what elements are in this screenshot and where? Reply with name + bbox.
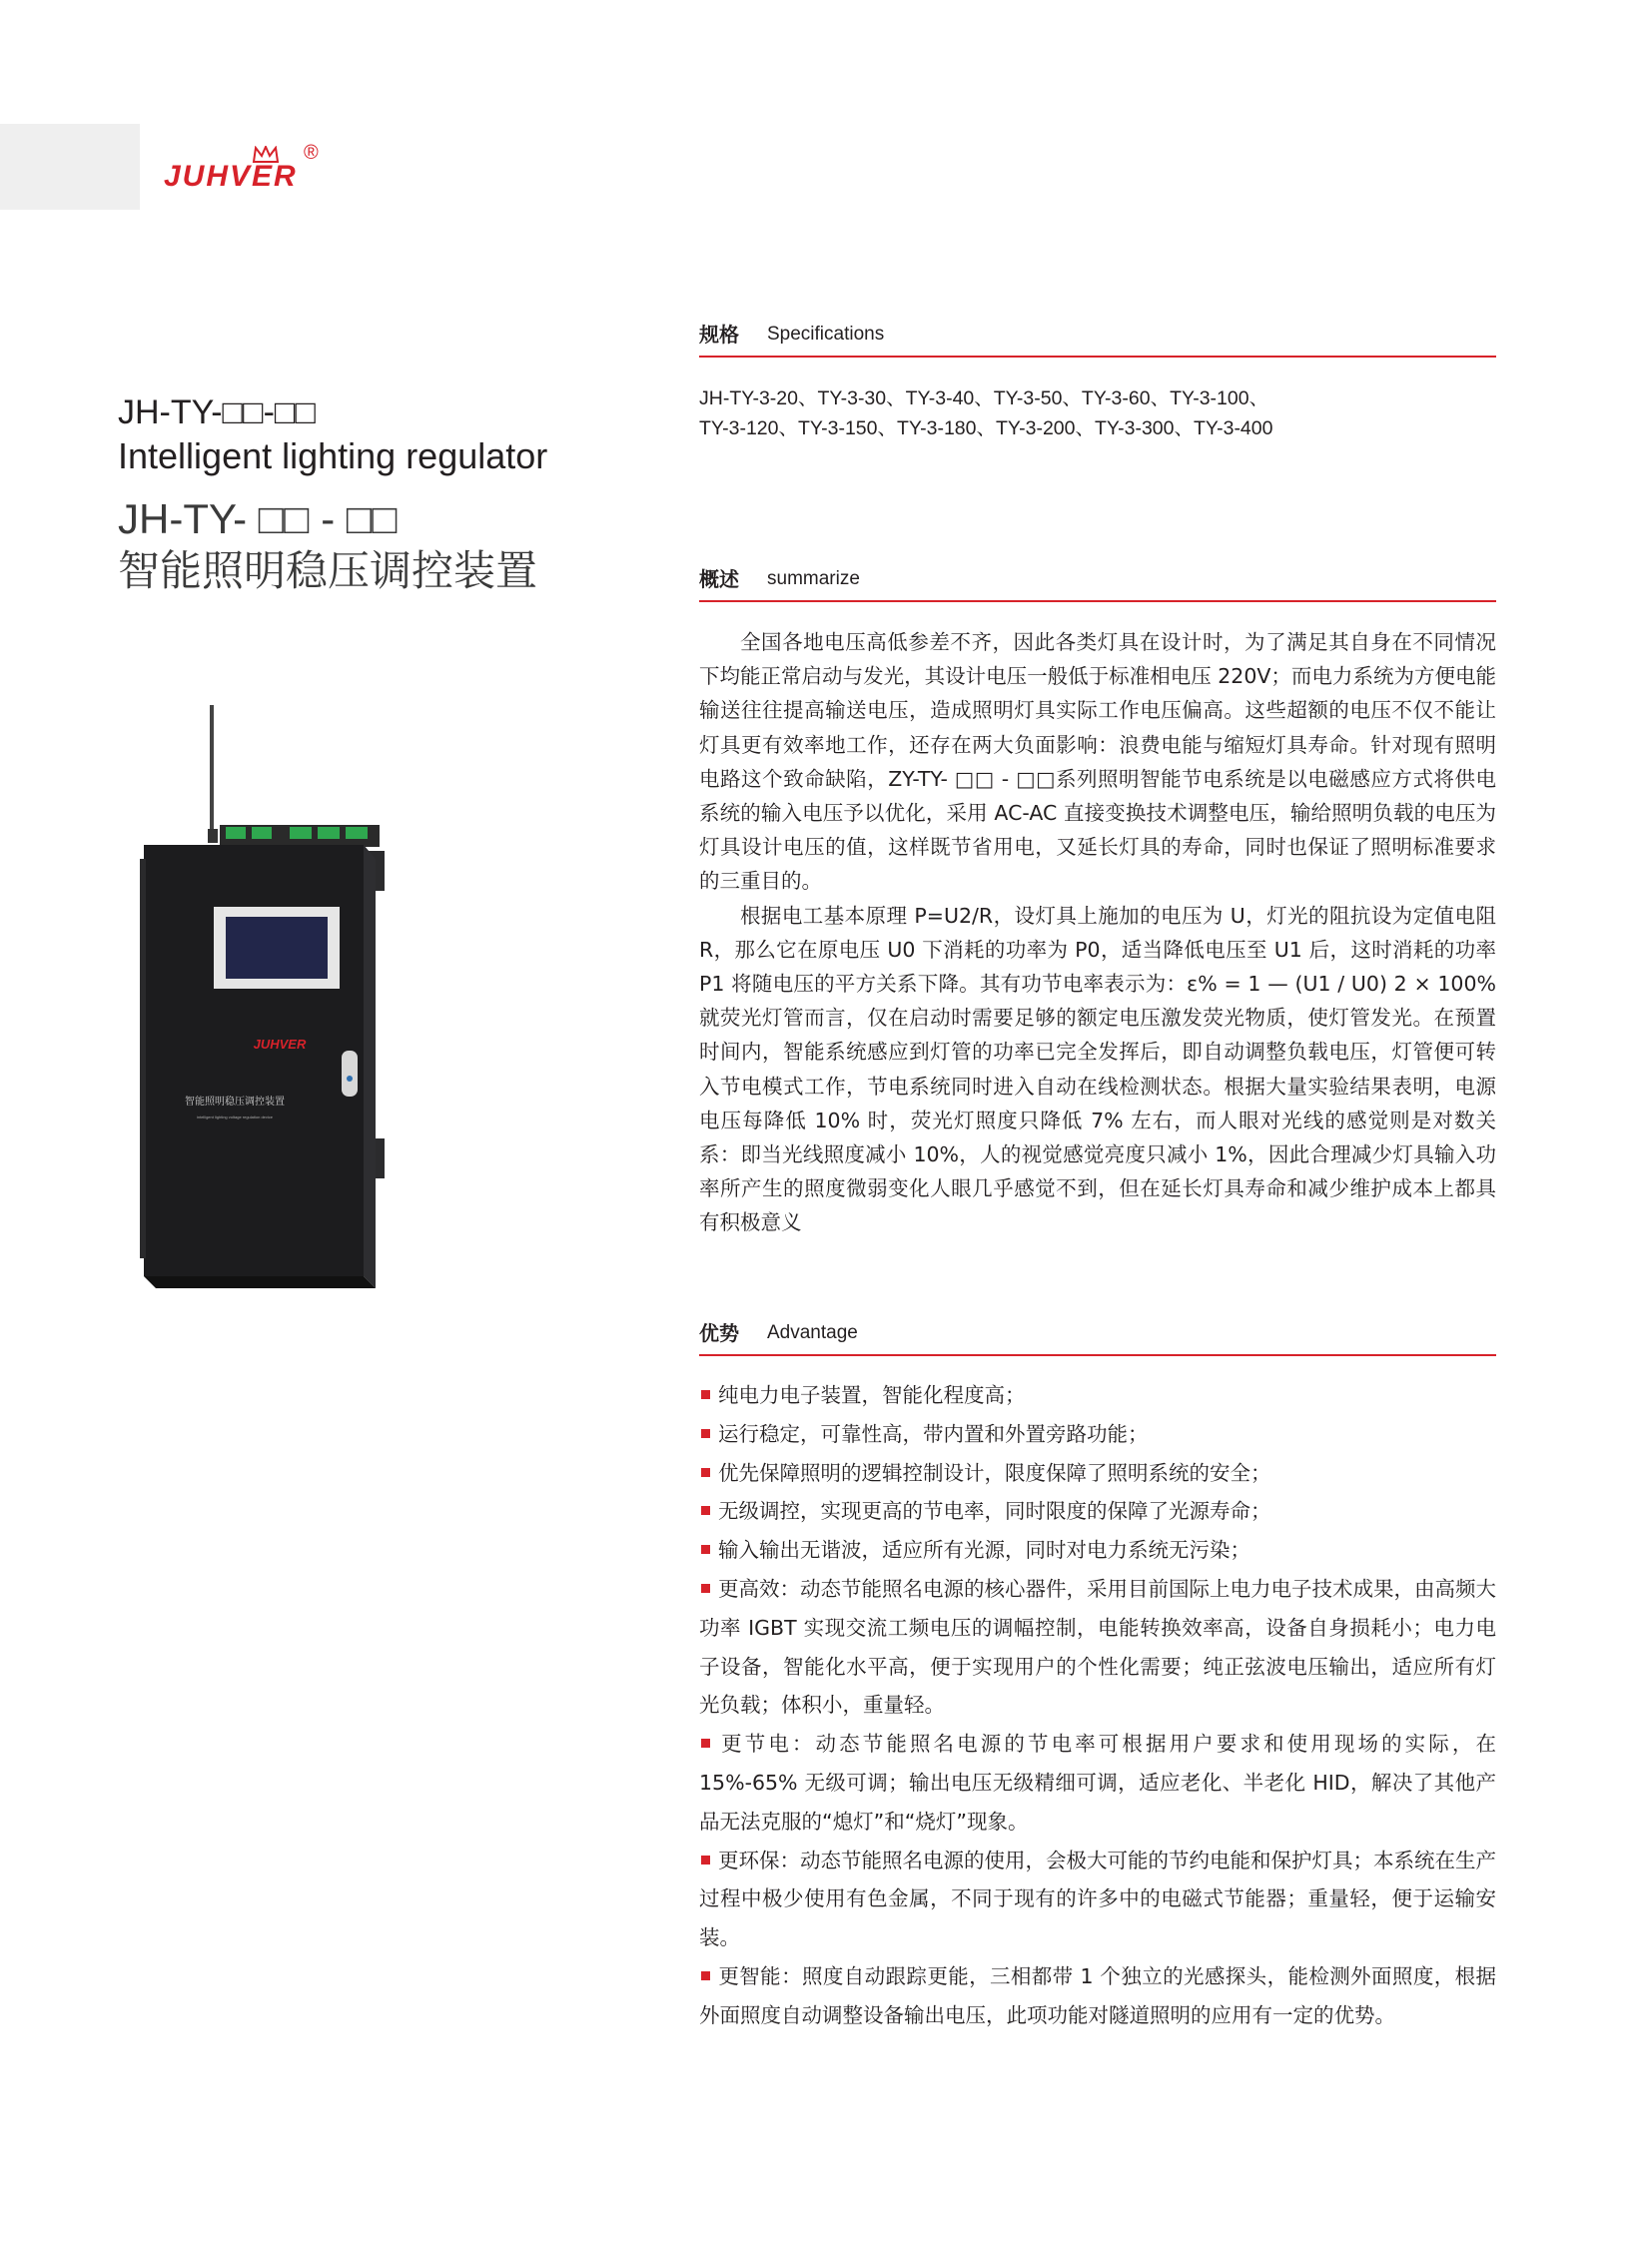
summarize-heading-en: summarize: [767, 568, 860, 589]
summary-text: [699, 625, 1496, 1240]
summary-paragraph: 根据电工基本原理 P=U2/R，设灯具上施加的电压为 U，灯光的阻抗设为定值电阻 R，那么它在原电压 U0 下消耗的功率为 P0，适当降低电压至 U1 后，这时消耗的功率 P1 将随电压的平方关系下降。其有功节电率表示为：ε% = 1 — (U1 / U0) 2 × 100% 就荧光灯管而言，仅在启动时需要足够的额定电压激发荧光物质，使灯管发光。在预置时间内，智能系统感应到灯管的功率已完全发挥后，即自动调整负载电压，灯管便可转入节电模式工作，节电系统同时进入自动在线检测状态。根据大量实验结果表明，电源电压每降低 10% 时，荧光灯照度只降低 7% 左右，而人眼对光线的感觉则是对数关系：即当光线照度减小 10%，人的视觉感觉亮度只减小 1%，因此合理减少灯具输入功率所产生的照度微弱变化人眼几乎感觉不到，但在延长灯具寿命和减少维护成本上都具有积极意义: [699, 903, 1496, 1235]
model-code-large: JH-TY- □□ - □□: [118, 495, 398, 542]
advantage-item: 更环保：动态节能照名电源的使用，会极大可能的节约电能和保护灯具；本系统在生产过程中极少使用有色金属，不同于现有的许多中的电磁式节能器；重量轻，便于运输安装。: [699, 1848, 1496, 1950]
device-label-cn: 智能照明稳压调控装置: [185, 1097, 285, 1108]
spec-line: TY-3-120、TY-3-150、TY-3-180、TY-3-200、TY-3-300、TY-3-400: [699, 417, 1273, 439]
advantage-item: 更智能：照度自动跟踪更能，三相都带 1 个独立的光感探头，能检测外面照度，根据外面照度自动调整设备输出电压，此项功能对隧道照明的应用有一定的优势。: [699, 1963, 1496, 2027]
bullet-square-icon: [701, 1971, 710, 1980]
product-title-block: [118, 391, 637, 597]
advantage-item: 纯电力电子装置，智能化程度高；: [699, 1376, 1496, 1415]
bullet-square-icon: [701, 1429, 710, 1438]
summary-paragraph: 全国各地电压高低参差不齐，因此各类灯具在设计时，为了满足其自身在不同情况下均能正常启动与发光，其设计电压一般低于标准相电压 220V；而电力系统为方便电能输送往往提高输送电压，造成照明灯具实际工作电压偏高。这些超额的电压不仅不能让灯具更有效率地工作，还存在两大负面影响：浪费电能与缩短灯具寿命。针对现有照明电路这个致命缺陷，ZY-TY- □□ - □□系列照明智能节电系统是以电磁感应方式将供电系统的输入电压予以优化，采用 AC-AC 直接变换技术调整电压，输给照明负载的电压为灯具设计电压的值，这样既节省用电，又延长灯具的寿命，同时也保证了照明标准要求的三重目的。: [699, 630, 1496, 894]
advantage-item: 更高效：动态节能照名电源的核心器件，采用目前国际上电力电子技术成果，由高频大功率 IGBT 实现交流工频电压的调幅控制，电能转换效率高，设备自身损耗小；电力电子设备，智能化水平高，便于实现用户的个性化需要；纯正弦波电压输出，适应所有灯光负载；体积小，重量轻。: [699, 1576, 1496, 1718]
logo-text: JUHVER: [164, 160, 298, 193]
summarize-heading-cn: 概述: [699, 567, 739, 591]
advantage-item: 更节电：动态节能照名电源的节电率可根据用户要求和使用现场的实际，在 15%-65% 无级可调；输出电压无级精细可调，适应老化、半老化 HID，解决了其他产品无法克服的“熄灯”和“烧灯”现象。: [699, 1732, 1496, 1834]
regulator-device-illustration: [140, 699, 479, 1298]
device-brand: JUHVER: [253, 1037, 307, 1052]
advantage-heading-cn: 优势: [699, 1321, 739, 1345]
advantage-heading-en: Advantage: [767, 1322, 858, 1343]
product-title-cn: 智能照明稳压调控装置: [118, 546, 538, 595]
bullet-square-icon: [701, 1506, 710, 1515]
spec-model-list: [699, 383, 1498, 443]
section-heading-advantage: [699, 1298, 1496, 1356]
advantage-item: 运行稳定，可靠性高，带内置和外置旁路功能；: [699, 1415, 1496, 1454]
bullet-square-icon: [701, 1584, 710, 1593]
advantage-item: 输入输出无谐波，适应所有光源，同时对电力系统无污染；: [699, 1531, 1496, 1570]
product-image: [140, 699, 479, 1298]
specifications-heading-cn: 规格: [699, 323, 739, 347]
bullet-square-icon: [701, 1856, 710, 1865]
advantage-item: 无级调控，实现更高的节电率，同时限度的保障了光源寿命；: [699, 1492, 1496, 1531]
advantage-item: 优先保障照明的逻辑控制设计，限度保障了照明系统的安全；: [699, 1454, 1496, 1493]
section-heading-specifications: [699, 300, 1496, 358]
bullet-square-icon: [701, 1390, 710, 1399]
specifications-heading-en: Specifications: [767, 324, 885, 345]
model-code: JH-TY-□□-□□: [118, 393, 316, 431]
bullet-square-icon: [701, 1468, 710, 1477]
bullet-square-icon: [701, 1545, 710, 1554]
bullet-square-icon: [701, 1739, 710, 1748]
corner-block: [0, 124, 140, 210]
brand-logo: [164, 142, 334, 204]
device-label-en: intelligent lighting voltage regulation device: [196, 1115, 274, 1120]
advantage-list: [699, 1376, 1496, 2035]
section-heading-summarize: [699, 544, 1496, 602]
spec-line: JH-TY-3-20、TY-3-30、TY-3-40、TY-3-50、TY-3-60、TY-3-100、: [699, 387, 1269, 409]
registered-mark: ®: [304, 142, 319, 164]
product-title-en: Intelligent lighting regulator: [118, 435, 548, 476]
